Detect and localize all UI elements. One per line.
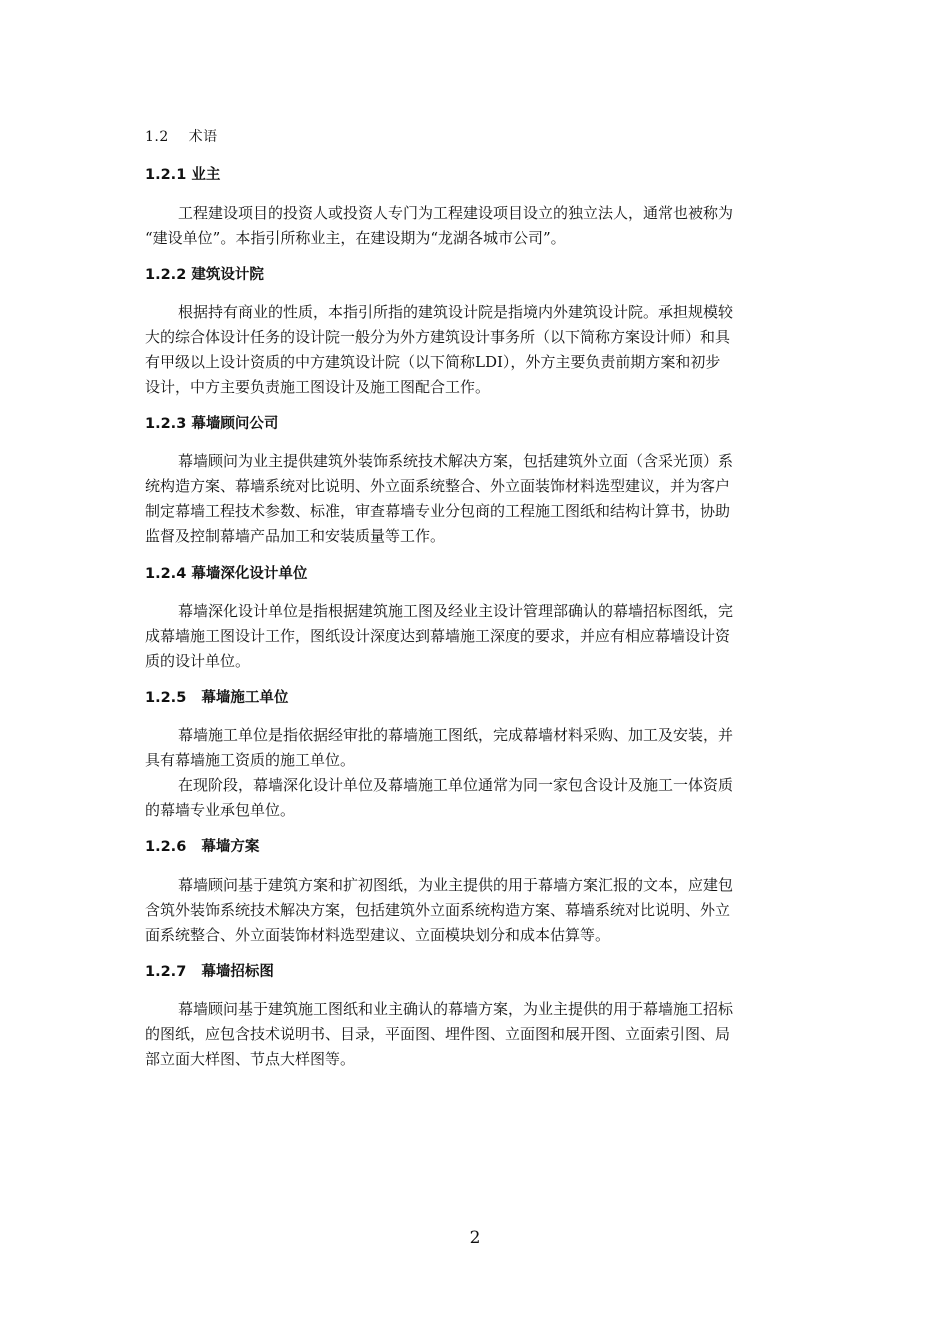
term-heading-detailed-design-unit: 1.2.4 幕墙深化设计单位: [145, 566, 308, 582]
section-heading: [145, 127, 218, 147]
page-number: 2: [469, 1228, 481, 1248]
term-design-institute-line-4: 设计，中方主要负责施工图设计及施工图配合工作。: [145, 378, 491, 396]
term-heading-curtain-wall-consultant: 1.2.3 幕墙顾问公司: [145, 416, 279, 432]
term-design-institute-line-1: 根据持有商业的性质，本指引所指的建筑设计院是指境内外建筑设计院。承担规模较: [178, 303, 734, 321]
term-design-institute-line-3: 有甲级以上设计资质的中方建筑设计院（以下简称LDI），外方主要负责前期方案和初步: [145, 353, 721, 371]
term-detailed-design-line-3: 质的设计单位。: [145, 652, 251, 670]
term-heading-owner: 1.2.1 业主: [145, 167, 221, 183]
term-consultant-line-2: 统构造方案、幕墙系统对比说明、外立面系统整合、外立面装饰材料选型建议，并为客户: [145, 477, 731, 495]
term-construction-line-1: 幕墙施工单位是指依据经审批的幕墙施工图纸，完成幕墙材料采购、加工及安装，并: [178, 726, 734, 744]
term-heading-tender-drawings: 1.2.7 幕墙招标图: [145, 964, 274, 980]
term-heading-curtain-wall-scheme: 1.2.6 幕墙方案: [145, 839, 260, 855]
term-construction-line-2: 具有幕墙施工资质的施工单位。: [145, 751, 356, 769]
term-design-institute-line-2: 大的综合体设计任务的设计院一般分为外方建筑设计事务所（以下简称方案设计师）和具: [145, 328, 731, 346]
term-consultant-line-4: 监督及控制幕墙产品加工和安装质量等工作。: [145, 527, 446, 545]
term-tender-line-1: 幕墙顾问基于建筑施工图纸和业主确认的幕墙方案，为业主提供的用于幕墙施工招标: [178, 1000, 734, 1018]
term-construction-line-4: 的幕墙专业承包单位。: [145, 801, 296, 819]
term-scheme-line-2: 含筑外装饰系统技术解决方案，包括建筑外立面系统构造方案、幕墙系统对比说明、外立: [145, 901, 731, 919]
term-owner-line-1: 工程建设项目的投资人或投资人专门为工程建设项目设立的独立法人，通常也被称为: [178, 204, 734, 222]
term-scheme-line-1: 幕墙顾问基于建筑方案和扩初图纸，为业主提供的用于幕墙方案汇报的文本，应建包: [178, 876, 734, 894]
section-number: 1.2: [145, 129, 169, 145]
term-construction-line-3: 在现阶段，幕墙深化设计单位及幕墙施工单位通常为同一家包含设计及施工一体资质: [178, 776, 734, 794]
term-detailed-design-line-1: 幕墙深化设计单位是指根据建筑施工图及经业主设计管理部确认的幕墙招标图纸，完: [178, 602, 734, 620]
section-title: 术语: [188, 129, 218, 145]
term-heading-construction-unit: 1.2.5 幕墙施工单位: [145, 690, 289, 706]
term-tender-line-3: 部立面大样图、节点大样图等。: [145, 1050, 356, 1068]
term-scheme-line-3: 面系统整合、外立面装饰材料选型建议、立面模块划分和成本估算等。: [145, 926, 611, 944]
term-consultant-line-3: 制定幕墙工程技术参数、标准，审查幕墙专业分包商的工程施工图纸和结构计算书，协助: [145, 502, 731, 520]
term-detailed-design-line-2: 成幕墙施工图设计工作，图纸设计深度达到幕墙施工深度的要求，并应有相应幕墙设计资: [145, 627, 731, 645]
term-consultant-line-1: 幕墙顾问为业主提供建筑外装饰系统技术解决方案，包括建筑外立面（含采光顶）系: [178, 452, 734, 470]
term-owner-line-2: “建设单位”。本指引所称业主，在建设期为“龙湖各城市公司”。: [145, 229, 566, 247]
term-heading-design-institute: 1.2.2 建筑设计院: [145, 267, 264, 283]
term-tender-line-2: 的图纸，应包含技术说明书、目录，平面图、埋件图、立面图和展开图、立面索引图、局: [145, 1025, 731, 1043]
